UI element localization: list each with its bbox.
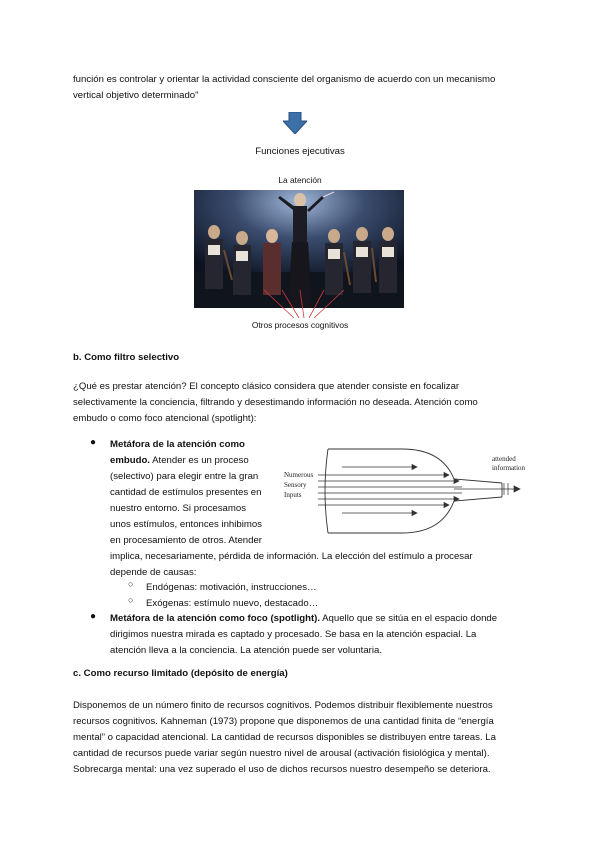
bullet-1-line-6: en procesamiento de otros. Atender	[110, 535, 262, 546]
section-c-line-3: mental” o capacidad atencional. La cantidad de recursos disponibles se distribuyen entre tareas. La	[73, 732, 496, 743]
connector-lines	[194, 290, 404, 320]
section-b-para-line-1: ¿Qué es prestar atención? El concepto clásico considera que atender consiste en focalizar	[73, 381, 460, 392]
bullet-2-line-3: atención lleva a la conciencia. La atención puede ser voluntaria.	[110, 645, 383, 656]
section-c-line-2: recursos cognitivos. Kahneman (1973) propone que disponemos de una cantidad finita de “energía	[73, 716, 494, 727]
section-b-para-line-2: selectivamente la conciencia, filtrando y desestimando información no deseada. Atención como	[73, 397, 478, 408]
funnel-left-label-1: Numerous	[284, 471, 314, 479]
figure-top-label: La atención	[278, 175, 322, 185]
section-b-para-line-3: embudo o como foco atencional (spotlight):	[73, 413, 257, 424]
sub-bullet-1-dot: ○	[128, 579, 134, 589]
funnel-right-label-1: attended	[492, 455, 516, 463]
sub-bullet-exogenas: Exógenas: estímulo nuevo, destacado…	[146, 598, 319, 609]
bullet-1-wide-line-2: depende de causas:	[110, 567, 197, 578]
funnel-left-label-2: Sensory	[284, 481, 307, 489]
bullet-1-line-2: (selectivo) para elegir entre la gran	[110, 471, 259, 482]
bullet-1-line-4: nuestro entorno. Si procesamos	[110, 503, 246, 514]
bullet-1-line-1: embudo. Atender es un proceso	[110, 455, 249, 466]
intro-line-1: función es controlar y orientar la actividad consciente del organismo de acuerdo con un mecanismo	[73, 74, 496, 85]
bullet-2-dot: ●	[90, 611, 97, 622]
attention-funnel-diagram	[282, 445, 531, 537]
intro-line-2: vertical objetivo determinado"	[73, 90, 199, 101]
bullet-1-title-line-2: embudo.	[110, 455, 150, 466]
section-b-heading: b. Como filtro selectivo	[73, 352, 180, 363]
bullet-2-line-1: Metáfora de la atención como foco (spotlight). Aquello que se sitúa en el espacio donde	[110, 613, 498, 624]
bullet-1-line-5: unos estímulos, entonces inhibimos	[110, 519, 262, 530]
sub-bullet-endogenas: Endógenas: motivación, instrucciones…	[146, 582, 317, 593]
bullet-1-line-3: cantidad de estímulos presentes en	[110, 487, 262, 498]
bullet-1-wide-line-1: implica, necesariamente, pérdida de información. La elección del estímulo a procesar	[110, 551, 473, 562]
figure-title: Funciones ejecutivas	[255, 146, 345, 157]
figure-bottom-label: Otros procesos cognitivos	[251, 320, 349, 330]
funnel-left-label-3: Inputs	[284, 491, 302, 499]
funnel-right-label-2: information	[492, 464, 526, 472]
bullet-1-dot: ●	[90, 437, 97, 448]
bullet-2-line-2: dirigimos nuestra mirada es captado y procesado. Se basa en la atención espacial. La	[110, 629, 477, 640]
bullet-1-title-line-1: Metáfora de la atención como	[110, 439, 245, 450]
section-c-heading: c. Como recurso limitado (depósito de energía)	[73, 668, 288, 679]
down-arrow-icon	[283, 112, 307, 134]
section-c-line-1: Disponemos de un número finito de recursos cognitivos. Podemos distribuir flexiblemente nuestros	[73, 700, 493, 711]
section-c-line-5: Sobrecarga mental: una vez superado el uso de dichos recursos nuestro desempeño se deteriora.	[73, 764, 491, 775]
sub-bullet-2-dot: ○	[128, 595, 134, 605]
bullet-2-title: Metáfora de la atención como foco (spotlight).	[110, 613, 321, 624]
section-c-line-4: cantidad de recursos puede variar según nuestro nivel de arousal (activación fisiológica y mental).	[73, 748, 490, 759]
